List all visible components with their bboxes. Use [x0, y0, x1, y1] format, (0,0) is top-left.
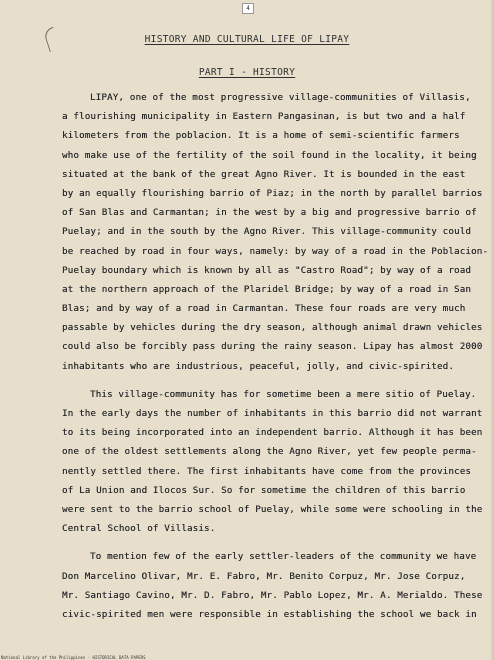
- text-line: of San Blas and Carmantan; in the west by a big and progressive barrio of: [62, 207, 477, 219]
- text-line: Don Marcelino Olivar, Mr. E. Fabro, Mr. Benito Corpuz, Mr. Jose Corpuz,: [62, 570, 466, 582]
- text-line: passable by vehicles during the dry season, although animal drawn vehicles: [62, 322, 483, 334]
- text-line: kilometers from the poblacion. It is a home of semi-scientific farmers: [62, 130, 460, 142]
- text-line: This village-community has for sometime been a mere sitio of Puelay.: [90, 388, 477, 400]
- text-line: to its being incorporated into an independent barrio. Although it has been: [62, 427, 483, 439]
- text-line: nently settled there. The first inhabitants have come from the provinces: [62, 465, 472, 477]
- body-text: [62, 88, 489, 624]
- paragraph-gap: [62, 376, 458, 385]
- text-line: Puelay boundary which is known by all as "Castro Road"; by way of a road: [62, 264, 472, 276]
- text-line: one of the oldest settlements along the Agno River, yet few people perma-: [62, 446, 477, 458]
- text-line: civic-spirited men were responsible in establishing the school we back in: [62, 608, 477, 620]
- archive-footer: National Library of the Philippines · HISTORICAL DATA PAPERS: [1, 655, 146, 660]
- text-line: could also be forcibly pass during the rainy season. Lipay has almost 2000: [62, 341, 483, 353]
- page-number: 4: [242, 3, 254, 14]
- document-title: HISTORY AND CULTURAL LIFE OF LIPAY: [144, 34, 350, 45]
- text-line: situated at the bank of the great Agno River. It is bounded in the east: [62, 168, 466, 180]
- text-line: at the northern approach of the Plaridel Bridge; by way of a road in San: [62, 283, 472, 295]
- text-line: of La Union and Ilocos Sur. So for sometime the children of this barrio: [62, 484, 466, 496]
- text-line: Blas; and by way of a road in Carmantan. These four roads are very much: [62, 303, 466, 315]
- text-line: be reached by road in four ways, namely: by way of a road in the Poblacion-: [62, 245, 489, 257]
- paragraph-gap: [62, 538, 458, 547]
- text-line: were sent to the barrio school of Puelay, while some were schooling in the: [62, 503, 483, 515]
- text-line: To mention few of the early settler-leaders of the community we have: [90, 551, 477, 563]
- text-line: LIPAY, one of the most progressive village-communities of Villasis,: [90, 92, 471, 103]
- text-line: In the early days the number of inhabitants in this barrio did not warrant: [62, 408, 483, 419]
- text-line: Central School of Villasis.: [62, 523, 216, 535]
- text-line: who make use of the fertility of the soil found in the locality, it being: [62, 149, 477, 161]
- text-line: inhabitants who are industrious, peaceful, jolly, and civic-spirited.: [62, 360, 455, 372]
- part-heading: PART I - HISTORY: [198, 67, 296, 78]
- text-line: Puelay; and in the south by the Agno River. This village-community could: [62, 226, 472, 238]
- text-line: Mr. Santiago Cavino, Mr. D. Fabro, Mr. Pablo Lopez, Mr. A. Merialdo. These: [62, 589, 483, 601]
- page-edge-shadow: [490, 0, 494, 660]
- text-line: a flourishing municipality in Eastern Pangasinan, is but two and a half: [62, 111, 466, 123]
- text-line: by an equally flourishing barrio of Piaz; in the north by parallel barrios: [62, 187, 483, 199]
